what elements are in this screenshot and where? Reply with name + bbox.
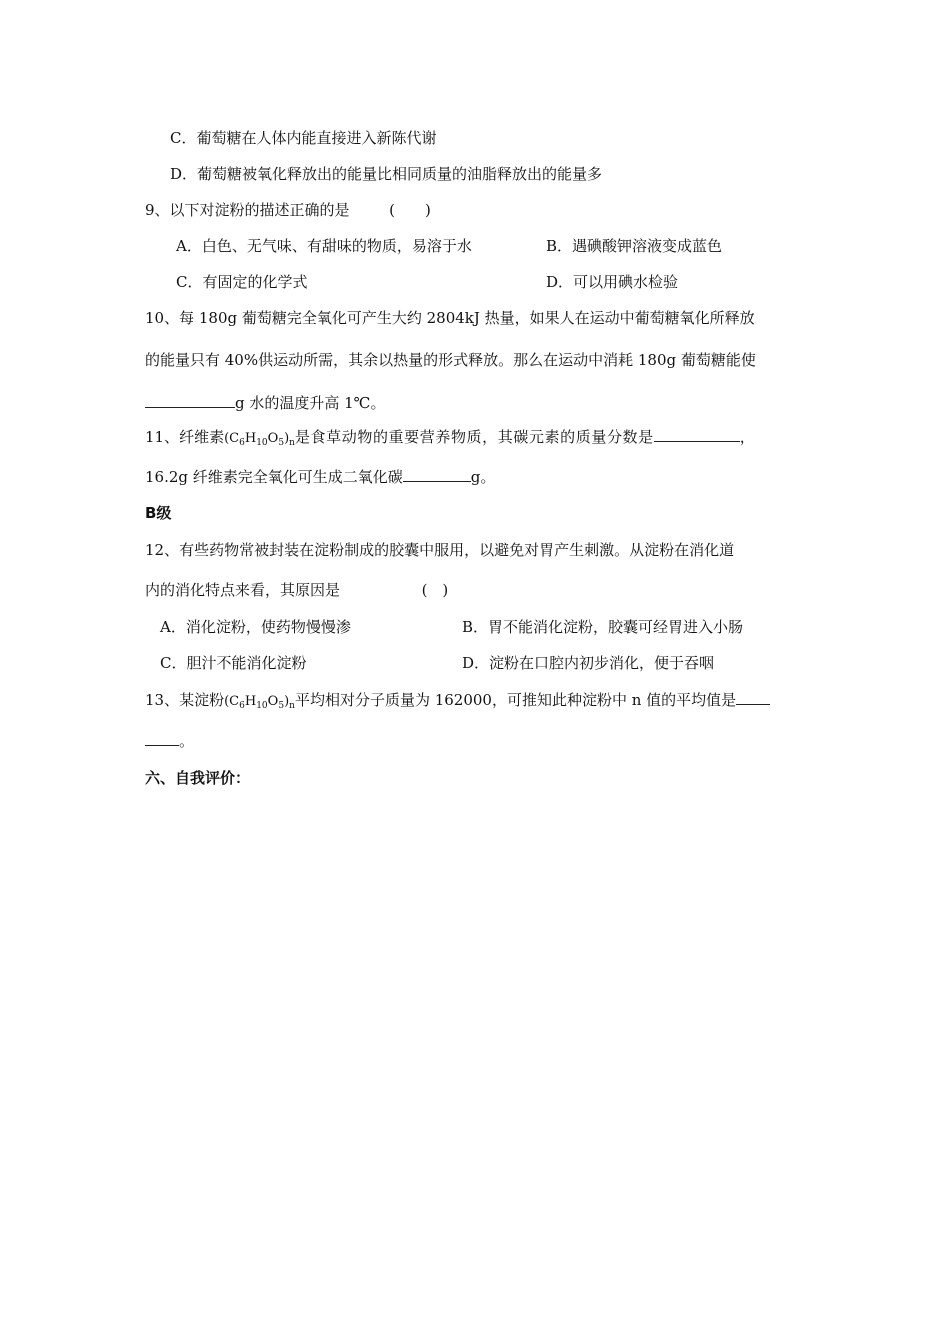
q13-answer-blank-2[interactable]: [145, 730, 179, 746]
q12-option-c: C．胆汁不能消化淀粉: [160, 654, 307, 672]
q11-rest: 是食草动物的重要营养物质，其碳元素的质量分数是: [294, 428, 654, 446]
q11-formula: $(C_6H_{10}O_5)_n$: [224, 431, 295, 448]
q10-line-3: [145, 392, 385, 413]
q9-stem: [145, 200, 431, 220]
q13-answer-blank-1[interactable]: [736, 689, 770, 705]
q11-line-2: [145, 466, 495, 487]
q11-comma: ，: [739, 428, 755, 446]
q12-option-b: B．胃不能消化淀粉，胶囊可经胃进入小肠: [462, 618, 744, 636]
q12-answer-paren: ( ): [421, 581, 449, 599]
q9-option-d: D．可以用碘水检验: [546, 273, 679, 291]
q11-answer-blank-1[interactable]: [654, 426, 740, 442]
q8-option-d: D．葡萄糖被氧化释放出的能量比相同质量的油脂释放出的能量多: [170, 165, 603, 183]
q12-option-d: D．淀粉在口腔内初步消化，便于吞咽: [462, 654, 715, 672]
section-six-heading: 六、自我评价：: [145, 769, 251, 787]
q13-rest: 平均相对分子质量为 162000，可推知此种淀粉中 n 值的平均值是: [294, 691, 737, 709]
q11-line-2-unit: g。: [470, 468, 496, 486]
q13-prefix: 13、某淀粉: [145, 691, 225, 709]
q8-option-c: C．葡萄糖在人体内能直接进入新陈代谢: [170, 129, 437, 147]
q9-answer-paren: ( ): [389, 201, 431, 219]
q12-option-a: A．消化淀粉，使药物慢慢渗: [160, 618, 351, 636]
q12-line-2: [145, 580, 448, 600]
q9-stem-text: 9、以下对淀粉的描述正确的是: [145, 201, 350, 219]
q9-option-b: B．遇碘酸钾溶液变成蓝色: [546, 237, 723, 255]
q13-line-2-text: 。: [179, 732, 195, 750]
q11-line-1: [145, 426, 755, 453]
q10-answer-blank[interactable]: [145, 392, 235, 408]
q11-prefix: 11、纤维素: [145, 428, 225, 446]
q9-option-c: C．有固定的化学式: [176, 273, 308, 291]
q10-line-1: 10、每 180g 葡萄糖完全氧化可产生大约 2804kJ 热量，如果人在运动中葡萄糖氧化所释放: [145, 309, 755, 327]
q12-line-1: 12、有些药物常被封装在淀粉制成的胶囊中服用，以避免对胃产生刺激。从淀粉在消化道: [145, 541, 735, 559]
q11-line-2-text: 16.2g 纤维素完全氧化可生成二氧化碳: [145, 468, 403, 486]
section-b-heading: B级: [145, 504, 172, 522]
q11-answer-blank-2[interactable]: [403, 466, 471, 482]
q13-formula: $(C_6H_{10}O_5)_n$: [224, 694, 295, 711]
q10-line-3-text: g 水的温度升高 1℃。: [235, 394, 386, 412]
q12-line-2-text: 内的消化特点来看，其原因是: [145, 581, 341, 599]
q10-line-2: 的能量只有 40%供运动所需，其余以热量的形式释放。那么在运动中消耗 180g 葡萄糖能使: [145, 351, 756, 369]
q9-option-a: A．白色、无气味、有甜味的物质，易溶于水: [176, 237, 472, 255]
q13-line-1: [145, 689, 770, 716]
q13-line-2: [145, 730, 194, 751]
